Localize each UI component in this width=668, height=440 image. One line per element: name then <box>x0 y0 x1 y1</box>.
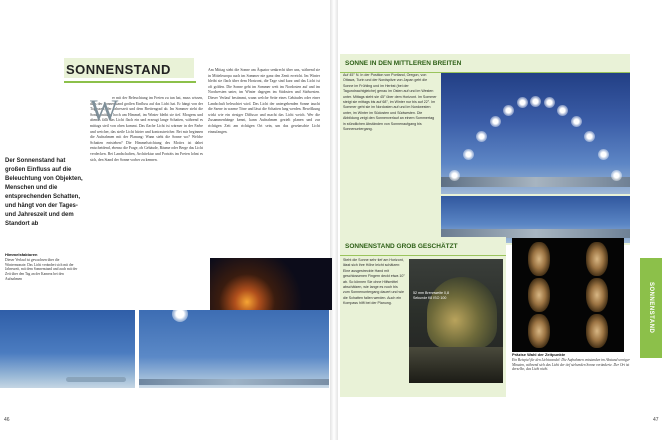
intro-text: Der Sonnenstand hat großen Einfluss auf die Beleuchtung von Objekten, Menschen und die entsprechenden Schatten, und hängt von der Tages- und Jahreszeit und dem Standort ab <box>5 158 83 227</box>
sunset-photo <box>210 258 332 310</box>
sun-position-6 <box>517 97 528 108</box>
ground-shape <box>409 347 503 383</box>
chapter-tab-label: SONNENSTAND <box>648 282 654 334</box>
light-orb <box>586 314 608 348</box>
photo-exif-label: 52 mm Brennweite 0,8 Sekunde f/8 ISO 100 <box>413 291 449 300</box>
right-caption-title: Präzise Wahl der Zeitpunkte <box>512 352 566 357</box>
light-orb <box>528 242 550 276</box>
right-caption <box>512 353 630 372</box>
sun-icon <box>172 306 188 322</box>
sun-position-2 <box>463 149 474 160</box>
info-box-top-title: SONNE IN DEN MITTLEREN BREITEN <box>345 60 462 67</box>
info-box-bottom-title: SONNENSTAND GROB GESCHÄTZT <box>345 243 458 250</box>
sun-position-7 <box>530 96 541 107</box>
info-box-top-text: Auf 45° N. In der Position von Portland, Oregon, von Ottawa, Turin und der Nordspitze von Japan geht die Sonne im Frühling und im Herbst (bei der Tagundnachtgleiche) genau im Osten auf und im Westen unter. Mittags steht sie 45° über dem Horizont. Im Sommer steigt sie mittags bis auf 68°, im Winter nur bis auf 22°. Im Sommer geht sie im Nordosten auf und im Nordwesten unter, im Winter im Südosten und Südwesten. Die Abbildung zeigt den Sonnenverlauf an einem Sommertag in stündlichen Abständen von Sonnenaufgang bis Sonnenuntergang. <box>343 73 437 132</box>
sky-photo-left <box>0 310 135 388</box>
tree-night-photo <box>409 259 503 383</box>
cloud-band <box>441 177 630 187</box>
page-number-right: 47 <box>653 417 659 423</box>
light-orb <box>528 278 550 312</box>
sun-position-4 <box>490 116 501 127</box>
light-orb <box>586 242 608 276</box>
page-title: SONNENSTAND <box>66 62 171 77</box>
info-box-bottom-text: Steht die Sonne sehr tief am Horizont, lässt sich ihre Höhe leicht schätzen: Eine ausgestreckte Hand mit geschlossenen Fingern deckt etwa 10° ab. So können Sie ohne Hilfsmittel abschätzen, wie lange es noch bis zum Sonnenuntergang dauert und wie die Schatten fallen werden. Auch ein Kompass hilft bei der Planung. <box>343 258 405 306</box>
light-orb <box>586 278 608 312</box>
page-number-left: 46 <box>4 417 10 423</box>
info-box-bottom-rule <box>340 255 506 256</box>
sky-photo-strip <box>441 196 630 243</box>
title-rule <box>64 81 196 83</box>
sun-arc-photo <box>441 73 630 194</box>
drop-cap: W <box>90 94 119 127</box>
cloud-band <box>139 379 329 385</box>
left-caption <box>5 253 81 282</box>
sun-position-13 <box>611 170 622 181</box>
sun-position-9 <box>557 105 568 116</box>
sun-position-1 <box>449 170 460 181</box>
sun-position-5 <box>503 105 514 116</box>
sun-position-10 <box>571 116 582 127</box>
tree-shape <box>427 277 497 349</box>
sun-position-11 <box>584 131 595 142</box>
cloud-band <box>66 377 126 382</box>
right-caption-body: Ein Beispiel für den Lichtwandel: Die Aufnahmen entstanden im Abstand weniger Minuten, während sich das Licht der tief stehenden Sonne veränderte. Der Ort ist derselbe, das Licht nicht. <box>512 357 630 372</box>
left-caption-title: Himmelsfaktoren <box>5 252 38 257</box>
sun-position-12 <box>598 149 609 160</box>
sky-photo-wide <box>139 310 329 388</box>
body-column-1: er mit der Beleuchtung im Freien zu tun hat, muss wissen, dass der Sonnenstand großen Einfluss auf das Licht hat. Er hängt von der Tageszeit, der Jahreszeit und dem Breitengrad ab. Im Sommer steht die Sonne mittags hoch am Himmel, im Winter bleibt sie tief. Morgens und abends fällt das Licht flach ein und erzeugt lange Schatten, während es mittags steil von oben kommt. Das flache Licht ist wärmer in der Farbe und weicher, das steile Licht härter und kontrastreicher. Bei mir beginnen die Aufnahmen mit der Planung: Wann steht die Sonne wo? Welche Schatten entstehen? Die Himmelsrichtung des Motivs ist dabei entscheidend, ebenso die Frage, ob Gebäude, Bäume oder Berge das Licht verdecken. Bei Landschaften, Architektur und Porträts im Freien lohnt es sich, den Stand der Sonne vorher zu kennen. <box>90 96 203 162</box>
left-caption-body: Dieser Verlauf ist gewachsen über die Wintermonate. Das Licht verändert sich mit der Jahreszeit, mit dem Sonnenstand und auch mit der Zeit über den Tag an der Kamera bei den Aufnahmen <box>5 257 78 281</box>
golden-light-photo <box>512 238 624 352</box>
body-column-2: Am Mittag steht die Sonne am Äquator senkrecht über uns, während sie in Mitteleuropa auch im Sommer nie ganz den Zenit erreicht. Im Winter bleibt sie flach über dem Horizont, die Tage sind kurz und das Licht ist oft golden. Die Sonne geht im Sommer weit im Nordosten auf und im Nordwesten unter, im Winter dagegen im Südosten und Südwesten. Dieser Verlauf bestimmt, wann welche Seite eines Gebäudes oder einer Landschaft beleuchtet wird. Das Licht der untergehenden Sonne taucht die Szene in warme Töne und lässt die Schatten lang werden. Bewölkung wirkt wie ein riesiger Diffusor und macht das Licht weich. Wer die Zusammenhänge kennt, kann Aufnahmen gezielt planen und zur richtigen Zeit am richtigen Ort sein, um das gewünschte Licht einzufangen. <box>208 68 320 134</box>
sun-position-3 <box>476 131 487 142</box>
sun-position-8 <box>544 97 555 108</box>
page-gutter <box>330 0 338 440</box>
light-orb <box>528 314 550 348</box>
